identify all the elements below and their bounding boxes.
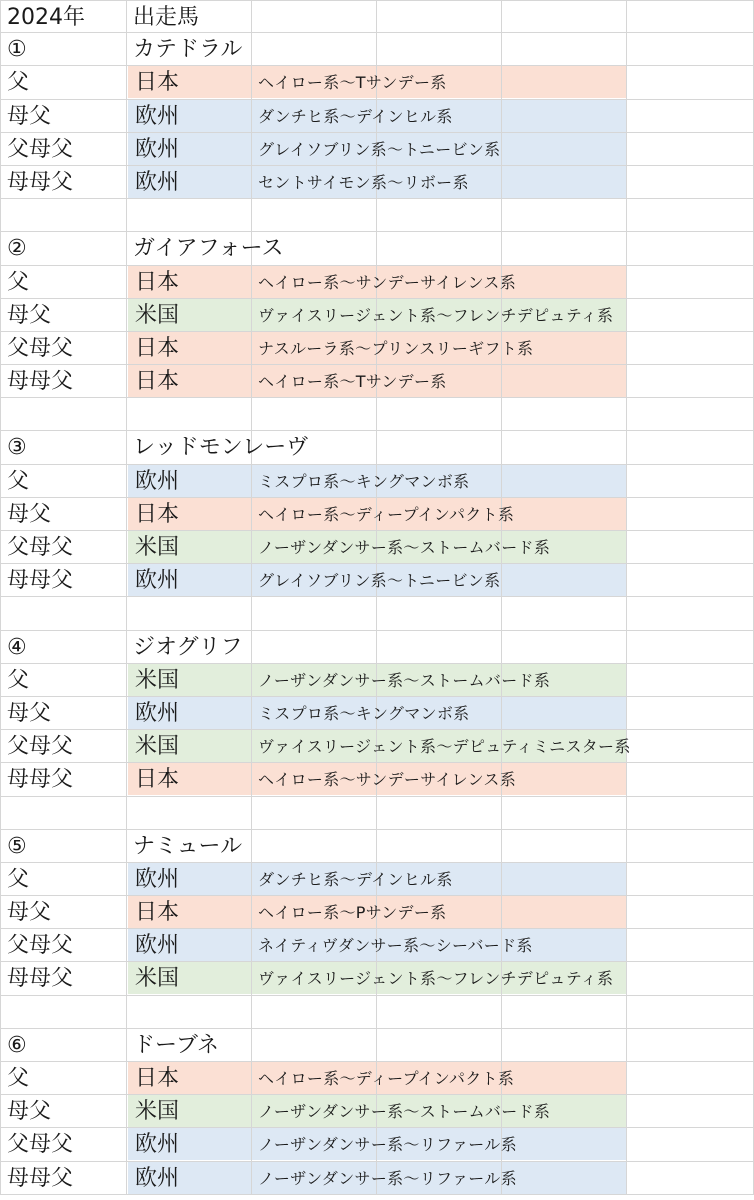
pedigree-row	[0, 896, 754, 929]
grid-cell[interactable]	[0, 365, 127, 398]
grid-cell[interactable]	[627, 597, 754, 630]
relation-label: 父母父	[7, 136, 74, 162]
grid-cell[interactable]	[0, 66, 127, 99]
region-label: 欧州	[135, 1132, 180, 1158]
lineage-text: ネイティヴダンサー系〜シーバード系	[258, 936, 533, 956]
region-label: 米国	[135, 535, 180, 560]
relation-label: 母母父	[7, 568, 74, 594]
grid-cell[interactable]	[0, 697, 127, 730]
grid-cell[interactable]	[377, 232, 502, 265]
grid-cell[interactable]	[627, 166, 754, 199]
grid-cell[interactable]	[127, 431, 309, 464]
horse-number: ①	[7, 37, 27, 63]
pedigree-row	[0, 166, 754, 199]
pedigree-row	[0, 1095, 754, 1128]
lineage-text: ヴァイスリージェント系〜デピュティミニスター系	[258, 737, 631, 757]
grid-cell[interactable]	[627, 763, 754, 796]
grid-cell[interactable]	[0, 431, 127, 464]
horse-title-row	[0, 1029, 754, 1062]
grid-cell[interactable]	[627, 332, 754, 365]
grid-cell[interactable]	[627, 1162, 754, 1195]
grid-cell[interactable]	[502, 1062, 627, 1095]
grid-cell[interactable]	[377, 597, 502, 630]
region-label: 日本	[135, 1066, 180, 1091]
grid-cell[interactable]	[252, 631, 377, 664]
grid-cell[interactable]	[252, 199, 377, 232]
grid-cell[interactable]	[502, 166, 627, 199]
grid-cell[interactable]	[502, 597, 627, 630]
lineage-text: ナスルーラ系〜プリンスリーギフト系	[258, 338, 534, 358]
grid-cell[interactable]	[0, 631, 127, 664]
lineage-text: ヘイロー系〜サンデーサイレンス系	[258, 272, 517, 292]
grid-cell[interactable]	[377, 797, 502, 830]
horse-number: ⑥	[7, 1032, 27, 1058]
year-label: 2024年	[7, 5, 85, 30]
column-title: 出走馬	[133, 5, 200, 30]
grid-cell[interactable]	[502, 830, 627, 863]
grid-cell[interactable]	[0, 299, 127, 332]
lineage-text: ヴァイスリージェント系〜フレンチデピュティ系	[258, 305, 614, 325]
region-label: 欧州	[135, 1165, 180, 1191]
grid-cell[interactable]	[0, 962, 127, 995]
lineage-text: ミスプロ系〜キングマンボ系	[258, 471, 470, 491]
grid-cell[interactable]	[252, 597, 377, 630]
region-label: 米国	[135, 1099, 180, 1125]
grid-cell[interactable]	[502, 100, 627, 133]
lineage-text: ノーザンダンサー系〜ストームバード系	[258, 670, 551, 690]
horse-number: ③	[7, 435, 27, 461]
grid-cell[interactable]	[627, 730, 754, 763]
lineage-text: グレイソブリン系〜トニービン系	[258, 139, 501, 159]
spacer-row	[0, 996, 754, 1029]
pedigree-row	[0, 763, 754, 796]
relation-label: 母母父	[7, 966, 74, 992]
pedigree-row	[0, 299, 754, 332]
spacer-row	[0, 398, 754, 431]
grid-cell[interactable]	[377, 199, 502, 232]
grid-cell[interactable]	[0, 465, 127, 498]
grid-cell[interactable]	[502, 232, 627, 265]
grid-cell[interactable]	[252, 1029, 377, 1062]
grid-cell[interactable]	[502, 896, 627, 929]
grid-cell[interactable]	[627, 1029, 754, 1062]
horse-title-row	[0, 631, 754, 664]
pedigree-row	[0, 962, 754, 995]
grid-cell[interactable]	[252, 0, 377, 33]
lineage-text: セントサイモン系〜リボー系	[258, 172, 469, 192]
lineage-text: ヘイロー系〜Tサンデー系	[258, 73, 447, 93]
relation-label: 父	[7, 269, 30, 295]
relation-label: 父母父	[7, 734, 74, 760]
pedigree-row	[0, 929, 754, 962]
region-label: 日本	[135, 900, 180, 926]
relation-label: 母父	[7, 103, 52, 129]
grid-cell[interactable]	[627, 100, 754, 133]
grid-cell[interactable]	[627, 830, 754, 863]
grid-cell[interactable]	[627, 996, 754, 1029]
grid-cell[interactable]	[502, 1128, 627, 1161]
grid-cell[interactable]	[0, 996, 127, 1029]
grid-cell[interactable]	[0, 232, 127, 265]
grid-cell[interactable]	[627, 631, 754, 664]
grid-cell[interactable]	[502, 498, 627, 531]
grid-cell[interactable]	[627, 664, 754, 697]
grid-cell[interactable]	[627, 564, 754, 597]
lineage-text: ミスプロ系〜キングマンボ系	[258, 703, 470, 723]
grid-cell[interactable]	[502, 133, 627, 166]
pedigree-row	[0, 664, 754, 697]
grid-cell[interactable]	[252, 797, 377, 830]
pedigree-row	[0, 133, 754, 166]
spacer-row	[0, 597, 754, 630]
relation-label: 母母父	[7, 767, 74, 793]
grid-cell[interactable]	[627, 266, 754, 299]
grid-cell[interactable]	[127, 232, 284, 265]
lineage-text: ヘイロー系〜ディープインパクト系	[258, 1069, 515, 1088]
pedigree-row	[0, 1062, 754, 1095]
grid-cell[interactable]	[127, 597, 252, 630]
horse-name: ナミュール	[133, 833, 243, 859]
grid-cell[interactable]	[0, 1029, 127, 1062]
relation-label: 母父	[7, 501, 52, 527]
pedigree-row	[0, 365, 754, 398]
header-row	[0, 0, 754, 33]
horse-title-row	[0, 33, 754, 66]
grid-cell[interactable]	[377, 631, 502, 664]
grid-cell[interactable]	[377, 0, 502, 33]
region-label: 日本	[135, 269, 180, 295]
lineage-text: ヘイロー系〜Pサンデー系	[258, 903, 447, 923]
grid-cell[interactable]	[0, 597, 127, 630]
grid-cell[interactable]	[0, 797, 127, 830]
grid-cell[interactable]	[627, 863, 754, 896]
pedigree-row	[0, 465, 754, 498]
relation-label: 母母父	[7, 369, 74, 395]
grid-cell[interactable]	[252, 830, 377, 863]
region-label: 日本	[135, 501, 180, 527]
region-label: 欧州	[135, 568, 180, 594]
grid-cell[interactable]	[252, 232, 377, 265]
grid-cell[interactable]	[627, 929, 754, 962]
horse-name: ドーブネ	[133, 1032, 220, 1058]
grid-cell[interactable]	[377, 1029, 502, 1062]
grid-cell[interactable]	[627, 0, 754, 33]
grid-cell[interactable]	[627, 398, 754, 431]
grid-cell[interactable]	[502, 66, 627, 99]
grid-cell[interactable]	[0, 730, 127, 763]
pedigree-row	[0, 1162, 754, 1195]
grid-cell[interactable]	[502, 199, 627, 232]
relation-label: 父母父	[7, 1132, 74, 1158]
grid-cell[interactable]	[627, 498, 754, 531]
region-label: 米国	[135, 734, 180, 760]
horse-name: ジオグリフ	[133, 634, 243, 660]
horse-number: ④	[7, 634, 27, 660]
grid-cell[interactable]	[0, 830, 127, 863]
grid-cell[interactable]	[502, 1162, 627, 1195]
relation-label: 父	[7, 70, 30, 96]
grid-cell[interactable]	[627, 133, 754, 166]
region-label: 欧州	[135, 468, 180, 494]
grid-cell[interactable]	[127, 0, 252, 33]
grid-cell[interactable]	[377, 431, 502, 464]
lineage-text: ヴァイスリージェント系〜フレンチデピュティ系	[258, 969, 614, 989]
grid-cell[interactable]	[627, 66, 754, 99]
horse-number: ⑤	[7, 833, 27, 859]
region-label: 欧州	[135, 136, 180, 162]
relation-label: 母父	[7, 302, 52, 328]
relation-label: 母父	[7, 700, 52, 726]
horse-name: カテドラル	[133, 37, 243, 63]
grid-cell[interactable]	[502, 33, 627, 66]
relation-label: 母父	[7, 900, 52, 926]
pedigree-row	[0, 531, 754, 564]
relation-label: 父	[7, 468, 30, 494]
region-label: 欧州	[135, 103, 180, 129]
horse-name: レッドモンレーヴ	[133, 435, 309, 461]
region-label: 米国	[135, 302, 180, 328]
grid-cell[interactable]	[252, 996, 377, 1029]
grid-cell[interactable]	[502, 863, 627, 896]
pedigree-row	[0, 66, 754, 99]
grid-cell[interactable]	[502, 431, 627, 464]
lineage-text: ノーザンダンサー系〜ストームバード系	[258, 538, 551, 557]
lineage-text: ヘイロー系〜ディープインパクト系	[258, 504, 515, 524]
grid-cell[interactable]	[627, 896, 754, 929]
grid-cell[interactable]	[502, 797, 627, 830]
grid-cell[interactable]	[627, 1095, 754, 1128]
grid-cell[interactable]	[127, 398, 252, 431]
grid-cell[interactable]	[377, 996, 502, 1029]
pedigree-row	[0, 863, 754, 896]
region-label: 日本	[135, 767, 180, 793]
horse-title-row	[0, 232, 754, 265]
relation-label: 母母父	[7, 169, 74, 195]
grid-cell[interactable]	[502, 996, 627, 1029]
region-label: 米国	[135, 966, 180, 992]
lineage-text: ダンチヒ系〜デインヒル系	[258, 869, 453, 889]
grid-cell[interactable]	[0, 763, 127, 796]
grid-cell[interactable]	[0, 199, 127, 232]
grid-cell[interactable]	[0, 498, 127, 531]
lineage-text: ヘイロー系〜サンデーサイレンス系	[258, 770, 517, 790]
grid-cell[interactable]	[0, 1062, 127, 1095]
pedigree-row	[0, 100, 754, 133]
horse-name: ガイアフォース	[133, 236, 284, 262]
grid-cell[interactable]	[0, 100, 127, 133]
grid-cell[interactable]	[627, 531, 754, 564]
pedigree-row	[0, 730, 754, 763]
grid-cell[interactable]	[0, 33, 127, 66]
grid-cell[interactable]	[377, 33, 502, 66]
lineage-text: ノーザンダンサー系〜ストームバード系	[258, 1102, 551, 1122]
pedigree-row	[0, 564, 754, 597]
region-label: 米国	[135, 667, 180, 693]
grid-cell[interactable]	[502, 0, 627, 33]
lineage-text: ノーザンダンサー系〜リファール系	[258, 1168, 517, 1188]
grid-cell[interactable]	[0, 133, 127, 166]
grid-cell[interactable]	[0, 1162, 127, 1195]
horse-title-row	[0, 830, 754, 863]
relation-label: 父母父	[7, 933, 74, 959]
grid-cell[interactable]	[502, 631, 627, 664]
region-label: 欧州	[135, 700, 180, 726]
grid-cell[interactable]	[0, 531, 127, 564]
grid-cell[interactable]	[127, 996, 252, 1029]
grid-cell[interactable]	[127, 1029, 252, 1062]
grid-cell[interactable]	[502, 564, 627, 597]
grid-cell[interactable]	[127, 631, 252, 664]
grid-cell[interactable]	[252, 431, 377, 464]
grid-cell[interactable]	[627, 199, 754, 232]
grid-cell[interactable]	[0, 266, 127, 299]
region-label: 欧州	[135, 169, 180, 195]
grid-cell[interactable]	[502, 1029, 627, 1062]
region-label: 欧州	[135, 933, 180, 959]
grid-cell[interactable]	[377, 830, 502, 863]
spacer-row	[0, 199, 754, 232]
region-label: 日本	[135, 369, 180, 395]
grid-cell[interactable]	[0, 1095, 127, 1128]
lineage-text: ヘイロー系〜Tサンデー系	[258, 372, 447, 392]
grid-cell[interactable]	[627, 431, 754, 464]
grid-cell[interactable]	[627, 465, 754, 498]
relation-label: 父	[7, 667, 30, 693]
grid-cell[interactable]	[502, 398, 627, 431]
lineage-text: ノーザンダンサー系〜リファール系	[258, 1135, 517, 1155]
grid-cell[interactable]	[127, 797, 252, 830]
pedigree-row	[0, 332, 754, 365]
pedigree-row	[0, 266, 754, 299]
grid-cell[interactable]	[377, 398, 502, 431]
grid-cell[interactable]	[627, 299, 754, 332]
grid-cell[interactable]	[627, 962, 754, 995]
relation-label: 父母父	[7, 335, 74, 361]
region-label: 日本	[135, 70, 180, 96]
relation-label: 父	[7, 866, 30, 892]
grid-cell[interactable]	[502, 365, 627, 398]
horse-title-row	[0, 431, 754, 464]
pedigree-row	[0, 498, 754, 531]
grid-cell[interactable]	[0, 564, 127, 597]
grid-cell[interactable]	[627, 1062, 754, 1095]
pedigree-row	[0, 697, 754, 730]
horse-number: ②	[7, 236, 27, 262]
spacer-row	[0, 797, 754, 830]
lineage-text: グレイソブリン系〜トニービン系	[258, 571, 501, 591]
grid-cell[interactable]	[627, 797, 754, 830]
grid-cell[interactable]	[127, 199, 252, 232]
grid-cell[interactable]	[502, 697, 627, 730]
grid-cell[interactable]	[0, 896, 127, 929]
grid-cell[interactable]	[127, 33, 252, 66]
region-label: 欧州	[135, 866, 180, 892]
relation-label: 母母父	[7, 1165, 74, 1191]
grid-cell[interactable]	[0, 332, 127, 365]
relation-label: 母父	[7, 1099, 52, 1125]
region-label: 日本	[135, 335, 180, 361]
grid-cell[interactable]	[502, 465, 627, 498]
pedigree-row	[0, 1128, 754, 1161]
grid-cell[interactable]	[0, 398, 127, 431]
grid-cell[interactable]	[0, 166, 127, 199]
grid-cell[interactable]	[0, 0, 127, 33]
grid-cell[interactable]	[252, 33, 377, 66]
grid-cell[interactable]	[627, 697, 754, 730]
relation-label: 父	[7, 1066, 30, 1091]
grid-cell[interactable]	[0, 863, 127, 896]
grid-cell[interactable]	[252, 398, 377, 431]
grid-cell[interactable]	[0, 929, 127, 962]
grid-cell[interactable]	[627, 232, 754, 265]
grid-cell[interactable]	[627, 1128, 754, 1161]
grid-cell[interactable]	[627, 33, 754, 66]
relation-label: 父母父	[7, 535, 74, 560]
grid-cell[interactable]	[0, 664, 127, 697]
grid-cell[interactable]	[627, 365, 754, 398]
grid-cell[interactable]	[502, 763, 627, 796]
grid-cell[interactable]	[0, 1128, 127, 1161]
lineage-text: ダンチヒ系〜デインヒル系	[258, 106, 453, 126]
grid-cell[interactable]	[127, 830, 252, 863]
grid-cell[interactable]	[502, 266, 627, 299]
